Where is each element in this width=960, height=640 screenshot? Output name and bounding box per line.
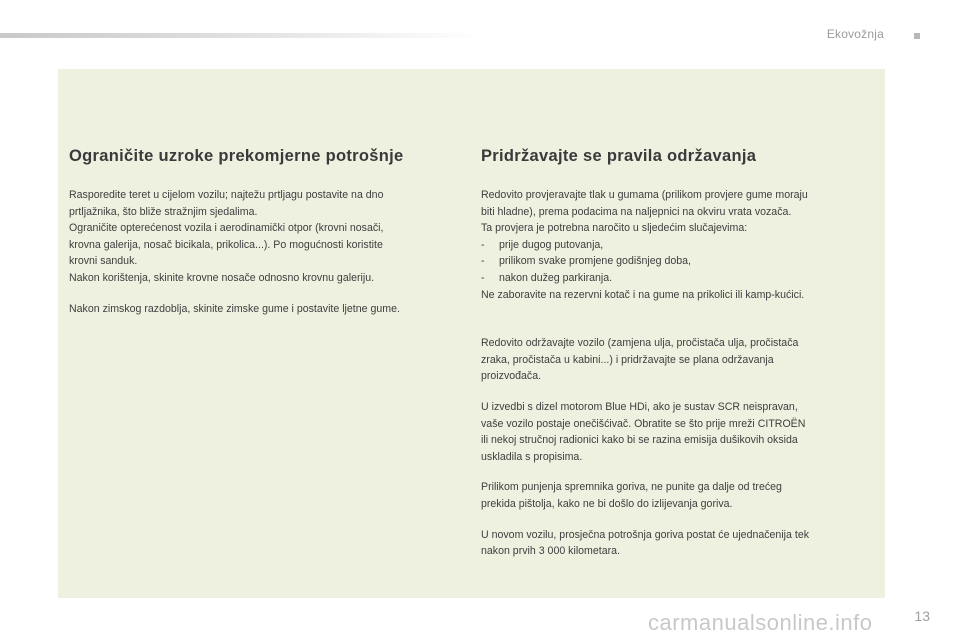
- bullet-dash: -: [481, 255, 485, 268]
- watermark: carmanualsonline.info: [648, 610, 873, 635]
- left-column: [69, 147, 461, 331]
- list-item: [481, 270, 873, 287]
- bullet-dash: -: [481, 238, 485, 251]
- text-line: krovni sanduk.: [69, 255, 138, 268]
- text-line: Ograničite opterećenost vozila i aerodinamički otpor (krovni nosači,: [69, 222, 384, 235]
- list-item: [481, 237, 873, 254]
- list-item: [481, 253, 873, 270]
- left-paragraph-1: [69, 187, 461, 287]
- right-paragraph-5: [481, 527, 873, 560]
- left-paragraph-2: [69, 301, 461, 318]
- text-line: vaše vozilo postaje onečišćivač. Obratite se što prije mreži CITROËN: [481, 417, 806, 430]
- right-paragraph-1: [481, 187, 873, 303]
- text-line: Ne zaboravite na rezervni kotač i na gume na prikolici ili kamp-kućici.: [481, 288, 805, 301]
- text-line: biti hladne), prema podacima na naljepnici na okviru vrata vozača.: [481, 205, 792, 218]
- text-line: Rasporedite teret u cijelom vozilu; najtežu prtljagu postavite na dno: [69, 189, 384, 201]
- text-line: zraka, pročistača u kabini...) i pridržavajte se plana održavanja: [481, 353, 774, 366]
- text-line: Prilikom punjenja spremnika goriva, ne punite ga dalje od trećeg: [481, 481, 782, 494]
- right-paragraph-2: [481, 335, 873, 385]
- text-line: prtljažnika, što bliže stražnjim sjedalima.: [69, 205, 258, 218]
- text-line: Redovito provjeravajte tlak u gumama (prilikom provjere gume moraju: [481, 189, 808, 201]
- right-paragraph-3: [481, 399, 873, 465]
- header-rule: [0, 33, 480, 38]
- section-marker-icon: [914, 33, 920, 39]
- text-line: Nakon korištenja, skinite krovne nosače odnosno krovnu galeriju.: [69, 271, 375, 284]
- text-line: uskladila s propisima.: [481, 450, 583, 463]
- page-number: 13: [914, 608, 930, 624]
- text-line: krovna galerija, nosač bicikala, prikolica...). Po mogućnosti koristite: [69, 238, 383, 251]
- list-item-text: prije dugog putovanja,: [499, 238, 604, 251]
- text-line: prekida pištolja, kako ne bi došlo do izlijevanja goriva.: [481, 497, 733, 510]
- text-line: Ta provjera je potrebna naročito u sljedećim slučajevima:: [481, 222, 748, 235]
- section-title: Ekovožnja: [826, 27, 884, 41]
- right-heading: Pridržavajte se pravila održavanja: [481, 147, 757, 165]
- text-line: Nakon zimskog razdoblja, skinite zimske gume i postavite ljetne gume.: [69, 302, 400, 315]
- right-paragraph-4: [481, 479, 873, 512]
- list-item-text: nakon dužeg parkiranja.: [499, 271, 613, 284]
- text-line: U novom vozilu, prosječna potrošnja goriva postat će ujednačenija tek: [481, 528, 810, 541]
- right-column: [481, 147, 873, 574]
- list-item-text: prilikom svake promjene godišnjeg doba,: [499, 255, 691, 268]
- left-heading: Ograničite uzroke prekomjerne potrošnje: [69, 147, 404, 165]
- text-line: U izvedbi s dizel motorom Blue HDi, ako je sustav SCR neispravan,: [481, 400, 798, 413]
- text-line: proizvođača.: [481, 370, 542, 383]
- text-line: ili nekoj stručnoj radionici kako bi se razina emisija dušikovih oksida: [481, 434, 798, 447]
- text-line: Redovito održavajte vozilo (zamjena ulja, pročistača ulja, pročistača: [481, 337, 799, 350]
- bullet-dash: -: [481, 271, 485, 284]
- content-panel: [58, 69, 885, 598]
- text-line: nakon prvih 3 000 kilometara.: [481, 545, 620, 558]
